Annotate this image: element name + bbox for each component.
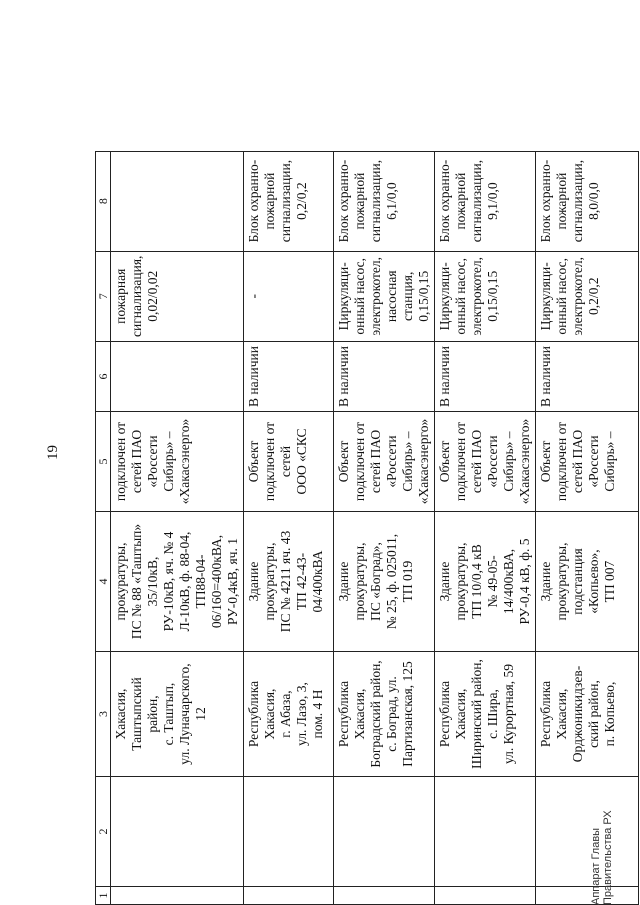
office-stamp [590,810,614,905]
data-table [95,151,639,905]
table-cell: Здание прокуратуры, ПС № 4211 яч. 43 ТП 42-43- 04/400кВА [244,512,334,652]
table-cell: пожарная сигнализация, 0,02/0,02 [111,251,244,341]
column-header: 1 [96,887,111,905]
table-cell: Объект подключен от сетей ПАО «Россети Сибирь» – [536,412,639,512]
table-cell: В наличии [536,342,639,412]
table-cell: Республика Хакасия, г. Абаза, ул. Лазо, 3, пом. 4 Н [244,652,334,777]
table-cell: Блок охранно- пожарной сигнализации, 9,1/0,0 [435,151,536,251]
table-cell: Циркуляци- онный насос, электрокотел, 0,2/0,2 [536,251,639,341]
table-cell [334,887,435,905]
column-header: 7 [96,251,111,341]
column-header: 3 [96,652,111,777]
table-cell: - [244,251,334,341]
column-header: 5 [96,412,111,512]
table-row [111,151,244,904]
stamp-line: Аппарат Главы [590,827,602,905]
table-cell: Циркуляци- онный насос, электрокотел, насосная станция, 0,15/0,15 [334,251,435,341]
table-row [435,151,536,904]
table-cell: В наличии [435,342,536,412]
table-cell [244,887,334,905]
table-cell: подключен от сетей ПАО «Россети Сибирь» – «Хакасэнерго» [111,412,244,512]
table-cell [435,887,536,905]
table-cell [111,887,244,905]
table-cell: В наличии [244,342,334,412]
table-row [334,151,435,904]
table-row [536,151,639,904]
table-cell: В наличии [334,342,435,412]
table-cell: прокуратуры, ПС № 88 «Таштып» 35/10кВ, РУ-10кВ, яч. № 4 Л-10кВ, ф. 88-04, ТП88-04- 06/160=400кВА, РУ-0,4кВ, яч. 1 [111,512,244,652]
table-cell [536,777,639,887]
column-header: 4 [96,512,111,652]
table-cell: Циркуляци- онный насос, электрокотел, 0,15/0,15 [435,251,536,341]
table-cell: Здание прокуратуры, подстанция «Копьево», ТП 007 [536,512,639,652]
table-cell: Здание прокуратуры, ТП 10/0,4 кВ № 49-05- 14/400кВА, РУ-0,4 кВ, ф. 5 [435,512,536,652]
table-cell: Блок охранно- пожарной сигнализации, 6,1/0,0 [334,151,435,251]
table-cell: Объект подключен от сетей ПАО «Россети Сибирь» – «Хакасэнерго» [334,412,435,512]
page-number: 19 [45,445,61,460]
table-cell: Республика Хакасия, Орджоникидзев- ский район, п. Копьево, [536,652,639,777]
table-cell [111,342,244,412]
table-cell [334,777,435,887]
table-row [244,151,334,904]
table-cell: Здание прокуратуры, ПС «Боград», № 25, ф. 025011, ТП 019 [334,512,435,652]
table-cell [536,887,639,905]
table-cell [111,777,244,887]
table-cell [111,151,244,251]
table-cell: Блок охранно- пожарной сигнализации, 8,0/0,0 [536,151,639,251]
table-cell: Республика Хакасия, Боградский район, с. Боград, ул. Партизанская, 125 [334,652,435,777]
column-header: 6 [96,342,111,412]
table-cell: Блок охранно- пожарной сигнализации, 0,2/0,2 [244,151,334,251]
table-cell [435,777,536,887]
table-cell: Республика Хакасия, Ширинский район, с. Шира, ул. Курортная, 59 [435,652,536,777]
table-cell: Объект подключен от сетей ПАО «Россети Сибирь» – «Хакасэнерго» [435,412,536,512]
table-cell [244,777,334,887]
table-cell: Хакасия, Таштыпский район, с. Таштып, ул. Луначарского, 12 [111,652,244,777]
stamp-line: Правительства РХ [602,810,614,905]
column-header: 8 [96,151,111,251]
column-header: 2 [96,777,111,887]
table-cell: Объект подключен от сетей ООО «СКС [244,412,334,512]
table-header-row [96,151,111,904]
